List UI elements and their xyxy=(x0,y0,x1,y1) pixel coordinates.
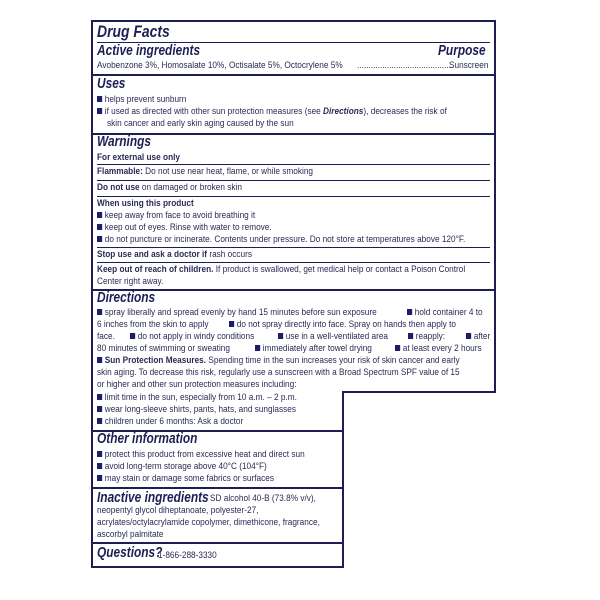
direction-text: limit time in the sun, especially from 10 a.m. – 2 p.m. xyxy=(104,392,297,403)
uses-item xyxy=(97,94,186,105)
directions-item xyxy=(97,416,243,427)
uses-item xyxy=(97,106,447,117)
bullet-icon xyxy=(395,345,400,351)
bullet-icon xyxy=(97,212,102,218)
sun-protection-text: Spending time in the sun increases your risk of skin cancer and early xyxy=(206,355,460,366)
keep-out-text: If product is swallowed, get medical help or contact a Poison Control xyxy=(213,264,466,275)
divider xyxy=(97,180,490,181)
bullet-icon xyxy=(229,321,234,327)
bullet-icon xyxy=(466,333,471,339)
questions-phone[interactable]: 1-866-288-3330 xyxy=(158,550,217,561)
inactive-ingredients-text: SD alcohol 40-B (73.8% v/v), xyxy=(210,493,316,504)
external-use-note: For external use only xyxy=(97,152,180,163)
flammable-label: Flammable: xyxy=(97,166,143,177)
other-info-item xyxy=(97,461,267,472)
directions-line: face. xyxy=(97,331,115,342)
stop-use-label: Stop use and ask a doctor if xyxy=(97,249,208,260)
inactive-ingredients-text: neopentyl glycol diheptanoate, polyester-27, xyxy=(97,505,259,516)
when-using-item xyxy=(97,210,255,221)
inactive-ingredients-heading: Inactive ingredients xyxy=(97,490,209,506)
other-info-item xyxy=(97,449,305,460)
section-divider xyxy=(92,542,344,544)
directions-item xyxy=(97,404,296,415)
section-divider xyxy=(92,133,495,135)
uses-item-text: ), decreases the risk of xyxy=(363,106,447,117)
page-title: Drug Facts xyxy=(97,22,170,41)
sun-protection-measures xyxy=(97,355,460,366)
directions-line xyxy=(229,319,456,330)
direction-text: after xyxy=(473,331,491,342)
active-ingredients-list xyxy=(97,60,343,71)
bullet-icon xyxy=(97,451,102,457)
purpose-value: Sunscreen xyxy=(449,60,489,71)
section-divider xyxy=(92,74,495,76)
direction-text: hold container 4 to xyxy=(414,307,483,318)
bullet-icon xyxy=(97,418,102,424)
direction-text: children under 6 months: Ask a doctor xyxy=(104,416,244,427)
direction-text: do not apply in windy conditions xyxy=(137,331,255,342)
directions-line xyxy=(407,307,483,318)
sun-protection-continued: skin aging. To decrease this risk, regularly use a sunscreen with a Broad Spectrum SPF value of 15 xyxy=(97,367,460,378)
divider xyxy=(97,196,490,197)
stop-use-warning xyxy=(97,249,252,260)
other-info-item xyxy=(97,473,274,484)
bullet-icon xyxy=(97,309,102,315)
divider xyxy=(97,247,490,248)
uses-item-continued: skin cancer and early skin aging caused by the sun xyxy=(107,118,294,129)
uses-item-text: helps prevent sunburn xyxy=(104,94,187,105)
inactive-ingredients-text: ascorbyl palmitate xyxy=(97,529,164,540)
directions-line xyxy=(130,331,254,342)
flammable-text: Do not use near heat, flame, or while smoking xyxy=(142,166,314,177)
warnings-heading: Warnings xyxy=(97,134,151,150)
direction-text: do not spray directly into face. Spray on hands then apply to xyxy=(236,319,456,330)
active-ingredients-heading: Active ingredients xyxy=(97,43,201,59)
keep-out-label: Keep out of reach of children. xyxy=(97,264,214,275)
bullet-icon xyxy=(97,108,102,114)
bullet-icon xyxy=(407,309,412,315)
direction-text: use in a well-ventilated area xyxy=(285,331,389,342)
directions-line xyxy=(278,331,388,342)
stop-use-text: rash occurs xyxy=(207,249,252,260)
when-using-item xyxy=(97,234,465,245)
bullet-icon xyxy=(130,333,135,339)
uses-heading: Uses xyxy=(97,76,126,92)
sun-protection-continued: or higher and other sun protection measures including: xyxy=(97,379,297,390)
other-info-text: protect this product from excessive heat and direct sun xyxy=(104,449,305,460)
direction-text: at least every 2 hours xyxy=(402,343,482,354)
ingredients-text: Avobenzone 3%, Homosalate 10%, Octisalate 5%, Octocrylene 5% xyxy=(97,60,343,71)
keep-out-of-reach-warning xyxy=(97,264,465,275)
when-using-item-text: do not puncture or incinerate. Contents under pressure. Do not store at temperatures above 120°F. xyxy=(104,234,466,245)
when-using-item-text: keep out of eyes. Rinse with water to remove. xyxy=(104,222,272,233)
direction-text: immediately after towel drying xyxy=(262,343,372,354)
bullet-icon xyxy=(97,357,102,363)
bullet-icon xyxy=(97,96,102,102)
bullet-icon xyxy=(97,406,102,412)
directions-line: 80 minutes of swimming or sweating xyxy=(97,343,230,354)
directions-line xyxy=(395,343,482,354)
divider xyxy=(97,262,490,263)
do-not-use-text: on damaged or broken skin xyxy=(139,182,242,193)
directions-line xyxy=(255,343,372,354)
bullet-icon xyxy=(97,475,102,481)
other-info-text: may stain or damage some fabrics or surfaces xyxy=(104,473,274,484)
directions-line xyxy=(408,331,445,342)
divider xyxy=(97,164,490,165)
bullet-icon xyxy=(97,236,102,242)
bullet-icon xyxy=(278,333,283,339)
when-using-item-text: keep away from face to avoid breathing it xyxy=(104,210,256,221)
bullet-icon xyxy=(97,463,102,469)
bullet-icon xyxy=(97,394,102,400)
directions-heading: Directions xyxy=(97,290,156,306)
when-using-item xyxy=(97,222,272,233)
other-info-text: avoid long-term storage above 40°C (104°F) xyxy=(104,461,267,472)
questions-heading: Questions? xyxy=(97,545,163,561)
directions-line xyxy=(466,331,490,342)
other-information-heading: Other information xyxy=(97,431,198,447)
directions-line xyxy=(97,307,377,318)
bullet-icon xyxy=(97,224,102,230)
direction-text: reapply: xyxy=(415,331,446,342)
bullet-icon xyxy=(255,345,260,351)
do-not-use-label: Do not use xyxy=(97,182,140,193)
uses-item-text: if used as directed with other sun protection measures (see xyxy=(104,106,324,117)
direction-text: wear long-sleeve shirts, pants, hats, and sunglasses xyxy=(104,404,296,415)
purpose-leader: .......................................... xyxy=(357,60,454,71)
do-not-use-warning xyxy=(97,182,242,193)
inactive-ingredients-text: acrylates/octylacrylamide copolymer, dimethicone, fragrance, xyxy=(97,517,320,528)
purpose-heading: Purpose xyxy=(438,43,486,59)
sun-protection-label: Sun Protection Measures. xyxy=(104,355,207,366)
bullet-icon xyxy=(408,333,413,339)
keep-out-continued: Center right away. xyxy=(97,276,164,287)
directions-item xyxy=(97,392,297,403)
direction-text: spray liberally and spread evenly by hand 15 minutes before sun exposure xyxy=(104,307,377,318)
when-using-heading: When using this product xyxy=(97,198,194,209)
directions-reference: Directions xyxy=(323,106,364,117)
flammable-warning xyxy=(97,166,313,177)
directions-line: 6 inches from the skin to apply xyxy=(97,319,209,330)
